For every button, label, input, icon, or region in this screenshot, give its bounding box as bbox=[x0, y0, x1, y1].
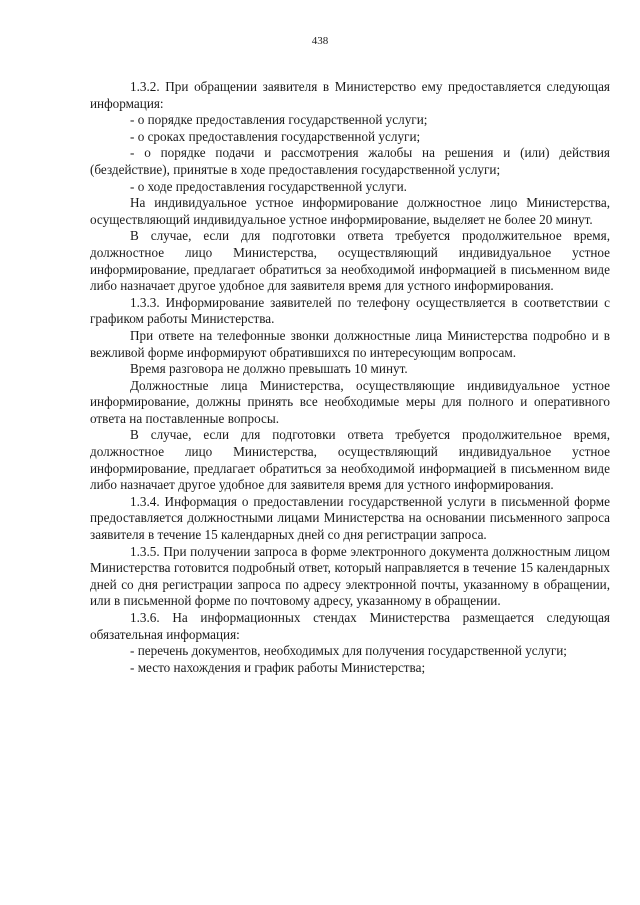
page-number: 438 bbox=[311, 35, 329, 47]
list-item: - о сроках предоставления государственной услуги; bbox=[130, 128, 421, 144]
paragraph: На индивидуальное устное информирование должностное лицо Министерства, осуществляющий индивидуальное устное информирование, выделяет не более 20 минут. bbox=[90, 195, 610, 227]
document-body bbox=[90, 79, 610, 676]
list-item: - перечень документов, необходимых для получения государственной услуги; bbox=[130, 643, 567, 659]
paragraph: В случае, если для подготовки ответа требуется продолжительное время, должностное лицо Министерства, осуществляющий индивидуальное устное информирование, предлагает обратиться за необходимой информацией в письменном виде либо назначает другое удобное для заявителя время для устного информирования. bbox=[90, 427, 610, 493]
list-item: - место нахождения и график работы Министерства; bbox=[130, 659, 426, 675]
list-item: - о ходе предоставления государственной услуги. bbox=[130, 178, 407, 194]
paragraph: Должностные лица Министерства, осуществляющие индивидуальное устное информирование, должны принять все необходимые меры для полного и оперативного ответа на поставленные вопросы. bbox=[90, 377, 610, 426]
paragraph: При ответе на телефонные звонки должностные лица Министерства подробно и в вежливой форме информируют обратившихся по интересующим вопросам. bbox=[90, 327, 610, 360]
paragraph-1-3-2: 1.3.2. При обращении заявителя в Министерство ему предоставляется следующая информация: bbox=[90, 79, 610, 111]
list-item: - о порядке предоставления государственной услуги; bbox=[130, 112, 428, 128]
paragraph-1-3-6: 1.3.6. На информационных стендах Министерства размещается следующая обязательная информация: bbox=[90, 610, 610, 642]
paragraph-1-3-4: 1.3.4. Информация о предоставлении государственной услуги в письменной форме предоставляется должностными лицами Министерства на основании письменного запроса заявителя в течение 15 календарных дней со дня регистрации запроса. bbox=[90, 493, 610, 543]
paragraph-1-3-3: 1.3.3. Информирование заявителей по телефону осуществляется в соответствии с графиком работы Министерства. bbox=[90, 294, 610, 327]
paragraph: В случае, если для подготовки ответа требуется продолжительное время, должностное лицо Министерства, осуществляющий индивидуальное устное информирование, предлагает обратиться за необходимой информацией в письменном виде либо назначает другое удобное для заявителя время для устного информирования. bbox=[90, 228, 610, 294]
list-item: - о порядке подачи и рассмотрения жалобы на решения и (или) действия (бездействие), принятые в ходе предоставления государственной услуги; bbox=[90, 145, 610, 177]
paragraph: Время разговора не должно превышать 10 минут. bbox=[130, 361, 408, 377]
paragraph-1-3-5: 1.3.5. При получении запроса в форме электронного документа должностным лицом Министерства готовится подробный ответ, который направляется в течение 15 календарных дней со дня регистрации запроса по адресу электронной почты, указанному в обращении, или в письменной форме по почтовому адресу, указанному в обращении. bbox=[90, 543, 610, 609]
